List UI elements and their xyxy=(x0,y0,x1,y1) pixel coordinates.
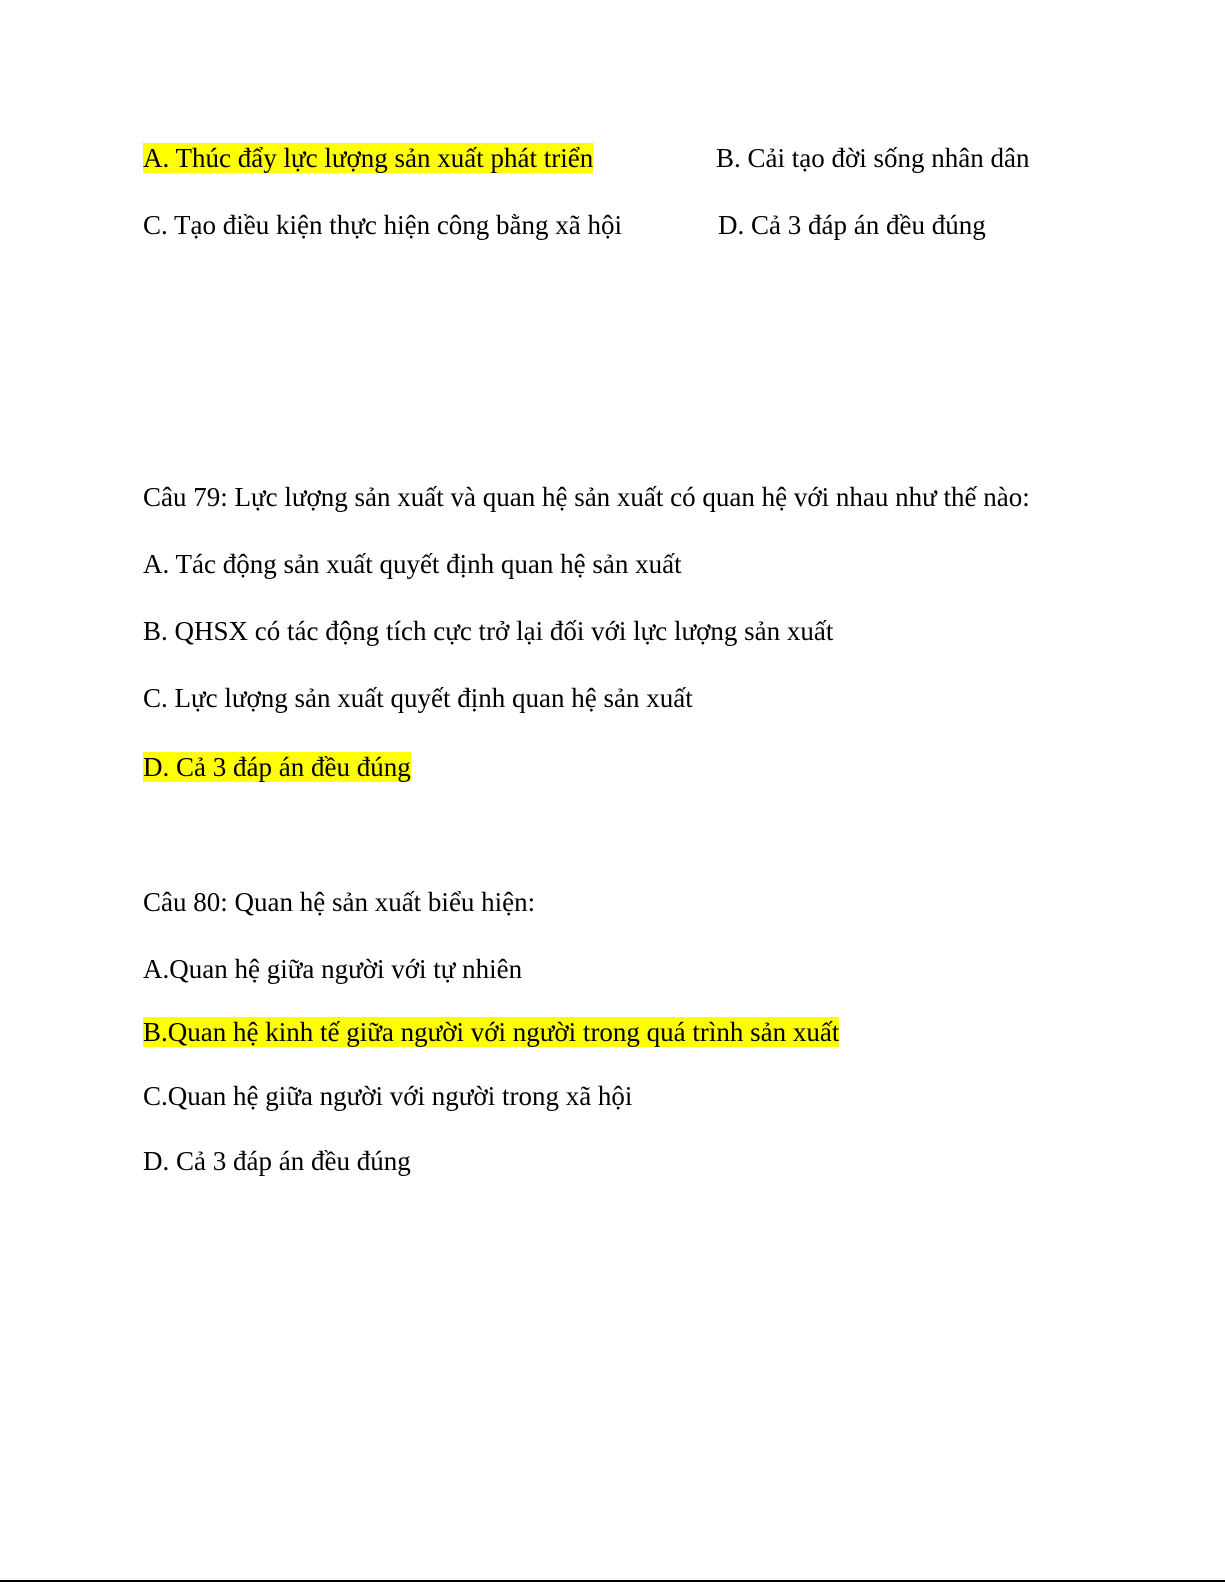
prev-option-b: B. Cải tạo đời sống nhân dân xyxy=(716,143,1030,173)
q80-option-d: D. Cả 3 đáp án đều đúng xyxy=(143,1146,411,1176)
q79-option-a: A. Tác động sản xuất quyết định quan hệ sản xuất xyxy=(143,549,682,579)
q80-option-a: A.Quan hệ giữa người với tự nhiên xyxy=(143,954,523,984)
q80-option-b xyxy=(143,1016,839,1048)
q80-option-c: C.Quan hệ giữa người với người trong xã hội xyxy=(143,1081,633,1111)
prev-option-d: D. Cả 3 đáp án đều đúng xyxy=(718,210,986,240)
q79-option-b: B. QHSX có tác động tích cực trở lại đối với lực lượng sản xuất xyxy=(143,616,834,646)
highlighted-answer: A. Thúc đẩy lực lượng sản xuất phát triển xyxy=(143,143,594,173)
prev-option-a xyxy=(143,142,593,174)
prev-option-c: C. Tạo điều kiện thực hiện công bằng xã hội xyxy=(143,210,623,240)
highlighted-answer: B.Quan hệ kinh tế giữa người với người trong quá trình sản xuất xyxy=(143,1017,840,1047)
page-bottom-border xyxy=(0,1580,1225,1582)
q79-option-c: C. Lực lượng sản xuất quyết định quan hệ sản xuất xyxy=(143,683,693,713)
question-79-text: Câu 79: Lực lượng sản xuất và quan hệ sản xuất có quan hệ với nhau như thế nào: xyxy=(143,482,1030,512)
question-80-text: Câu 80: Quan hệ sản xuất biểu hiện: xyxy=(143,887,536,917)
highlighted-answer: D. Cả 3 đáp án đều đúng xyxy=(143,752,411,782)
q79-option-d xyxy=(143,751,411,783)
